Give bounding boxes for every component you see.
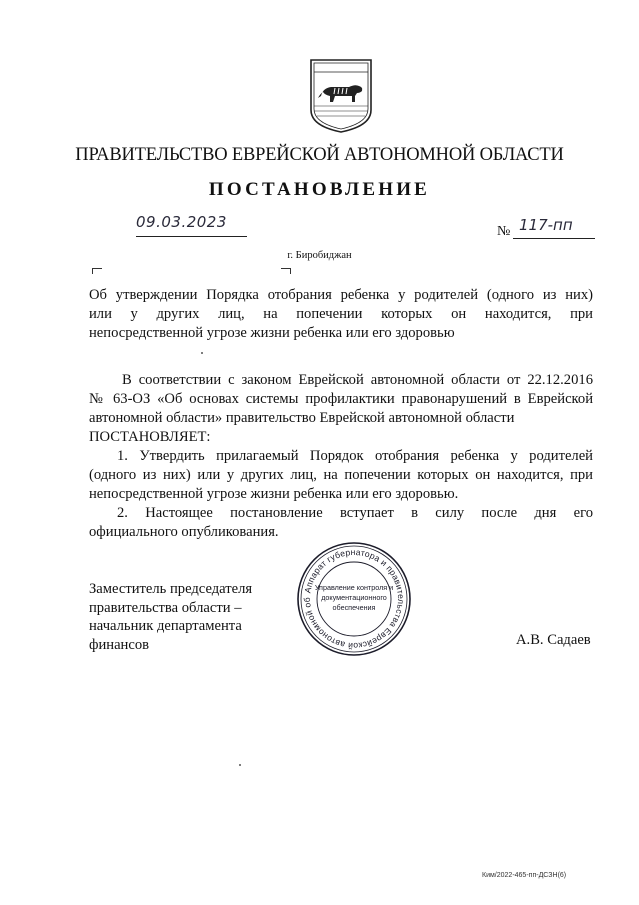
signatory-title-line: Заместитель председателя [89,581,253,597]
subject-line: Об утверждении Порядка отобрания ребенка у родителей (одного из них) [89,287,593,303]
subject-line: или у других лиц, на попечении которых он находится, при [89,306,593,322]
signatory-name: А.В. Садаев [516,632,591,648]
document-date: 09.03.2023 [136,213,227,231]
coat-of-arms-emblem [305,56,377,136]
document-number: 117-пп [519,216,573,234]
number-underline [513,238,595,239]
document-subject [89,286,593,343]
item-1-line: 1. Утвердить прилагаемый Порядок отобрания ребенка у родителей [117,448,593,464]
item-2-line: официального опубликования. [89,524,279,540]
city-label: г. Биробиджан [287,250,352,261]
document-body [89,371,593,542]
corner-bracket-right [281,268,291,274]
signatory-title-line: финансов [89,636,150,653]
signatory-title-line: правительства области – [89,599,242,616]
corner-bracket-left [92,268,102,274]
preamble-line: автономной области» правительство Еврейской автономной области [89,410,515,426]
seal-inner-line: документационного [321,593,387,602]
item-1-line: непосредственной угрозе жизни ребенка или его здоровью. [89,486,459,502]
document-code: Ким/2022-465-пп-ДСЗН(6) [482,872,567,879]
preamble-line: № 63-ОЗ «Об основах системы профилактики правонарушений в Еврейской [89,391,593,407]
document-type-title: ПОСТАНОВЛЕНИЕ [208,179,431,200]
subject-line: непосредственной угрозе жизни ребенка или его здоровью [89,325,455,341]
seal-inner-line: Управление контроля и [314,583,394,592]
stray-mark [239,764,241,766]
item-2-line: 2. Настоящее постановление вступает в силу после дня его [117,505,593,521]
official-seal [296,541,412,657]
preamble-line: В соответствии с законом Еврейской автономной области от 22.12.2016 [122,372,593,388]
item-1-line: (одного из них) или у других лиц, на попечении которых он находится, при [89,467,593,483]
seal-inner-line: обеспечения [332,603,376,612]
stray-mark [201,352,203,354]
decree-word: ПОСТАНОВЛЯЕТ: [89,429,211,445]
government-name: ПРАВИТЕЛЬСТВО ЕВРЕЙСКОЙ АВТОНОМНОЙ ОБЛАСТИ [75,145,564,165]
signatory-title-line: начальник департамента [89,618,242,634]
number-sign: № [497,224,511,239]
seal-outer-text: Аппарат губернатора и правительства Еврейской автономной об [301,546,407,652]
signatory-title [89,580,252,654]
date-underline [136,236,247,237]
